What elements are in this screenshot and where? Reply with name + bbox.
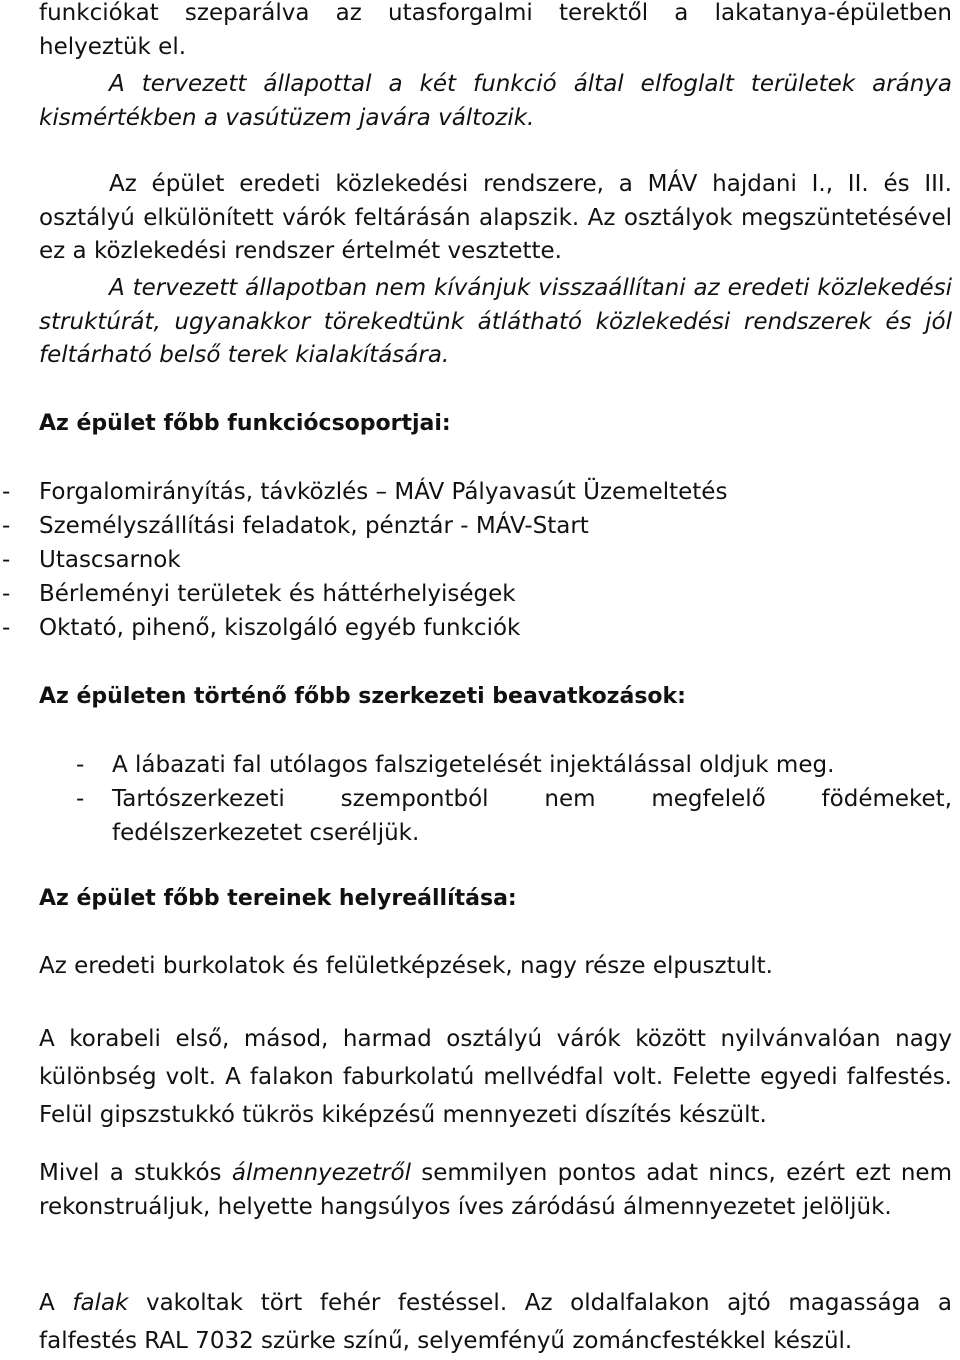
list-item-text: Személyszállítási feladatok, pénztár - MÁV-Start (39, 513, 589, 539)
list-dash: - (2, 513, 11, 539)
list-item (2, 475, 727, 509)
list-dash: - (2, 581, 11, 607)
restoration-paragraph-4 (39, 1284, 952, 1360)
list-item-text: Oktató, pihenő, kiszolgáló egyéb funkciók (39, 615, 521, 641)
list-item-text: Tartószerkezeti szempontból nem megfelelő födémeket, fedélszerkezetet cseréljük. (112, 786, 952, 846)
list-dash: - (76, 786, 85, 812)
list-dash: - (2, 615, 11, 641)
text-run: A (39, 1290, 73, 1316)
list-item (76, 748, 952, 782)
italic-term: álmennyezetről (231, 1160, 411, 1186)
functions-list (2, 475, 727, 645)
text-run: semmilyen pontos adat nincs, ezért ezt nem rekonstruáljuk, helyette hangsúlyos íves záródású álmennyezetet jelöljük. (39, 1160, 952, 1220)
list-item (2, 543, 727, 577)
intro-paragraph-2: A tervezett állapottal a két funkció által elfoglalt területek aránya kismértékben a vasútüzem javára változik. (39, 71, 952, 131)
list-item-text: Utascsarnok (39, 547, 181, 573)
restoration-paragraph-1: Az eredeti burkolatok és felületképzések, nagy része elpusztult. (39, 953, 773, 979)
list-item (2, 611, 727, 645)
structural-heading: Az épületen történő főbb szerkezeti beavatkozások: (39, 684, 686, 709)
text-run: Mivel a stukkós (39, 1160, 232, 1186)
structural-list (76, 748, 952, 850)
restoration-heading: Az épület főbb tereinek helyreállítása: (39, 886, 517, 911)
list-dash: - (2, 547, 11, 573)
text-run: vakoltak tört fehér festéssel. Az oldalfalakon ajtó magassága a falfestés RAL 7032 szürke színű, selyemfényű zománcfestékkel készül. (39, 1290, 953, 1354)
list-dash: - (2, 479, 11, 505)
functions-heading: Az épület főbb funkciócsoportjai: (39, 411, 451, 436)
restoration-paragraph-2: A korabeli első, másod, harmad osztályú várók között nyilvánvalóan nagy különbség volt. A falakon faburkolatú mellvédfal volt. Felette egyedi falfestés. Felül gipszstukkó tükrös kiképzésű mennyezeti díszítés készült. (39, 1026, 952, 1128)
intro-paragraph-3: Az épület eredeti közlekedési rendszere, a MÁV hajdani I., II. és III. osztályú elkülönített várók feltárásán alapszik. Az osztályok megszüntetésével ez a közlekedési rendszer értelmét vesztette. (39, 171, 952, 264)
intro-paragraph-1: funkciókat szeparálva az utasforgalmi terektől a lakatanya-épületben helyeztük el. (39, 0, 952, 60)
list-item-text: A lábazati fal utólagos falszigetelését injektálással oldjuk meg. (112, 752, 835, 778)
list-item (76, 782, 952, 850)
list-item-text: Bérleményi területek és háttérhelyiségek (39, 581, 516, 607)
restoration-paragraph-3 (39, 1157, 952, 1224)
list-item-text: Forgalomirányítás, távközlés – MÁV Pályavasút Üzemeltetés (39, 479, 728, 505)
italic-term: falak (72, 1290, 129, 1316)
list-item (2, 509, 727, 543)
intro-paragraph-4: A tervezett állapotban nem kívánjuk visszaállítani az eredeti közlekedési struktúrát, ugyanakkor törekedtünk átlátható közlekedési rendszerek és jól feltárható belső terek kialakítására. (39, 275, 952, 368)
list-dash: - (76, 752, 85, 778)
list-item (2, 577, 727, 611)
